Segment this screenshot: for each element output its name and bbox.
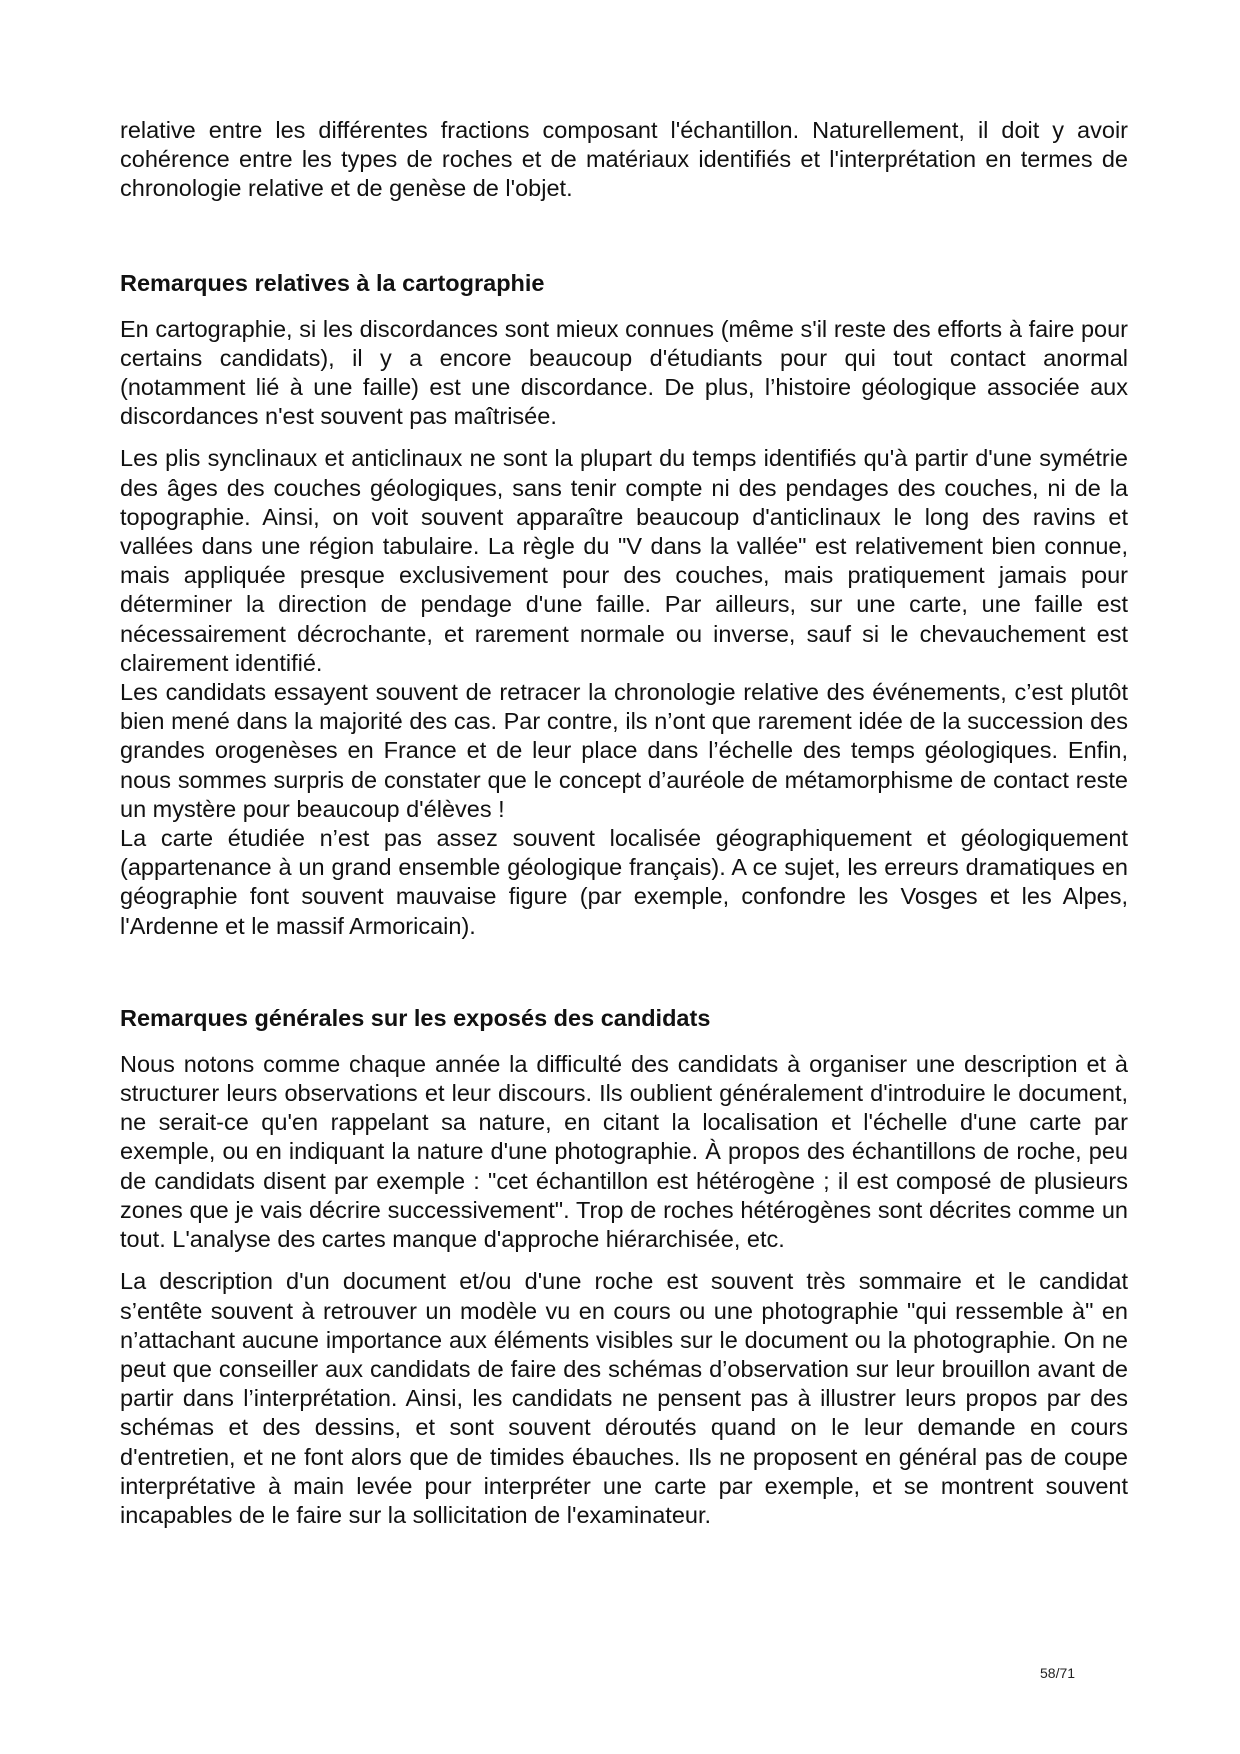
- cartographie-paragraph: En cartographie, si les discordances sont mieux connues (même s'il reste des efforts à faire pour certains candidats), il y a encore beaucoup d'étudiants pour qui tout contact anormal (notamment lié à une faille) est une discordance. De plus, l’histoire géologique associée aux discordances n'est souvent pas maîtrisée.: [120, 315, 1128, 430]
- page-number: 58/71: [1040, 1665, 1076, 1681]
- generales-paragraph: La description d'un document et/ou d'une roche est souvent très sommaire et le candidat s’entête souvent à retrouver un modèle vu en cours ou une photographie "qui ressemble à" en n’attachant aucune importance aux éléments visibles sur le document ou la photographie. On ne peut que conseiller aux candidats de faire des schémas d’observation sur leur brouillon avant de partir dans l’interprétation. Ainsi, les candidats ne pensent pas à illustrer leurs propos par des schémas et des dessins, et sont souvent déroutés quand on le leur demande en cours d'entretien, et ne font alors que de timides ébauches. Ils ne proposent en général pas de coupe interprétative à main levée pour interpréter une carte par exemple, et se montrent souvent incapables de le faire sur la sollicitation de l'examinateur.: [120, 1268, 1128, 1528]
- document-page: [120, 116, 1128, 1530]
- section-heading-cartographie: Remarques relatives à la cartographie: [120, 269, 545, 296]
- section-heading-generales: Remarques générales sur les exposés des candidats: [120, 1004, 711, 1031]
- generales-paragraph: Nous notons comme chaque année la difficulté des candidats à organiser une description et à structurer leurs observations et leur discours. Ils oublient généralement d'introduire le document, ne serait-ce qu'en rappelant sa nature, en citant la localisation et l'échelle d'une carte par exemple, ou en indiquant la nature d'une photographie. À propos des échantillons de roche, peu de candidats disent par exemple : "cet échantillon est hétérogène ; il est composé de plusieurs zones que je vais décrire successivement". Trop de roches hétérogènes sont décrites comme un tout. L'analyse des cartes manque d'approche hiérarchisée, etc.: [120, 1050, 1128, 1253]
- cartographie-paragraph: Les plis synclinaux et anticlinaux ne sont la plupart du temps identifiés qu'à partir d'une symétrie des âges des couches géologiques, sans tenir compte ni des pendages des couches, ni de la topographie. Ainsi, on voit souvent apparaître beaucoup d'anticlinaux le long des ravins et vallées dans une région tabulaire. La règle du "V dans la vallée" est relativement bien connue, mais appliquée presque exclusivement pour des couches, mais pratiquement jamais pour déterminer la direction de pendage d'une faille. Par ailleurs, sur une carte, une faille est nécessairement décrochante, et rarement normale ou inverse, sauf si le chevauchement est clairement identifié.: [120, 445, 1128, 676]
- cartographie-paragraph: La carte étudiée n’est pas assez souvent localisée géographiquement et géologiquement (appartenance à un grand ensemble géologique français). A ce sujet, les erreurs dramatiques en géographie font souvent mauvaise figure (par exemple, confondre les Vosges et les Alpes, l'Ardenne et le massif Armoricain).: [120, 825, 1128, 939]
- intro-paragraph: relative entre les différentes fractions composant l'échantillon. Naturellement, il doit y avoir cohérence entre les types de roches et de matériaux identifiés et l'interprétation en termes de chronologie relative et de genèse de l'objet.: [120, 117, 1128, 202]
- cartographie-paragraph: Les candidats essayent souvent de retracer la chronologie relative des événements, c’est plutôt bien mené dans la majorité des cas. Par contre, ils n’ont que rarement idée de la succession des grandes orogenèses en France et de leur place dans l’échelle des temps géologiques. Enfin, nous sommes surpris de constater que le concept d’auréole de métamorphisme de contact reste un mystère pour beaucoup d'élèves !: [120, 679, 1128, 822]
